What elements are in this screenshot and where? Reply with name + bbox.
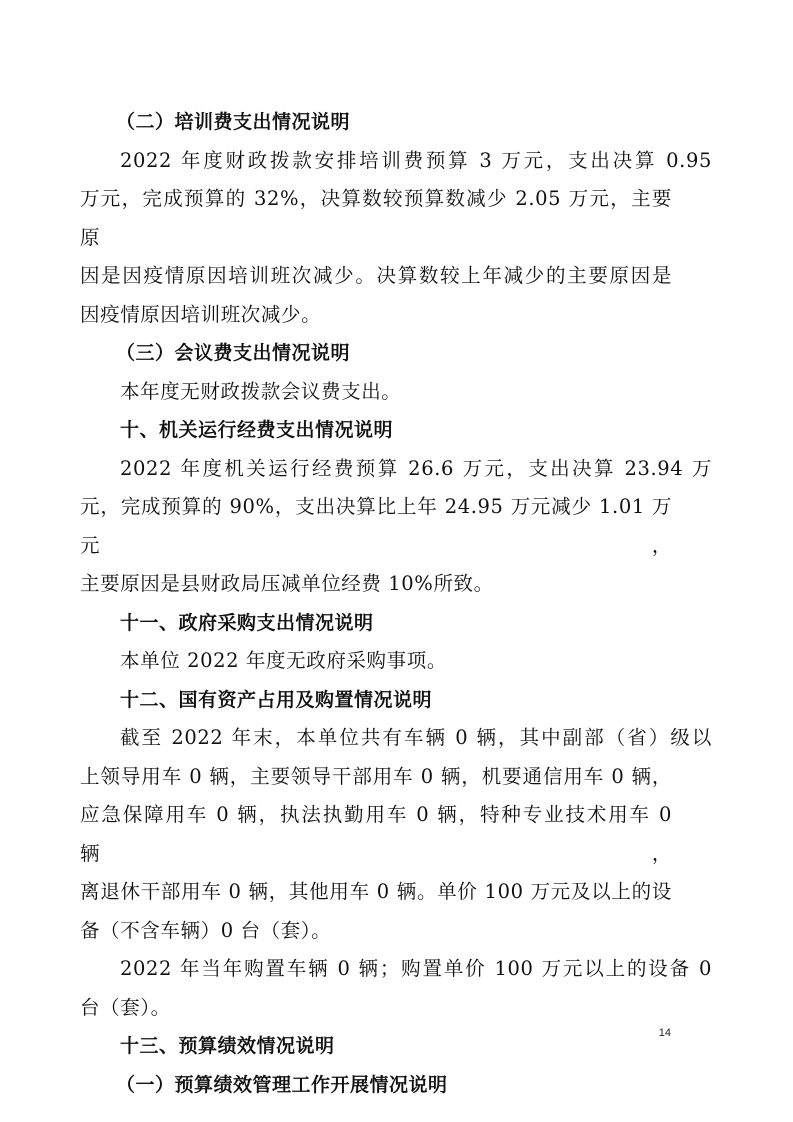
subsection-heading-performance-management: （一）预算绩效管理工作开展情况说明 <box>116 1073 448 1096</box>
paragraph-line: 备（不含车辆）0 台（套）。 <box>80 918 332 942</box>
paragraph-line: 应急保障用车 0 辆，执法执勤用车 0 辆，特种专业技术用车 0 辆， <box>80 803 672 865</box>
paragraph-line: 本年度无财政拨款会议费支出。 <box>120 379 402 403</box>
paragraph-line: 2022 年当年购置车辆 0 辆；购置单价 100 万元以上的设备 0 <box>120 957 712 980</box>
section-heading-state-assets: 十二、国有资产占用及购置情况说明 <box>120 688 433 711</box>
paragraph-line: 2022 年度财政拨款安排培训费预算 3 万元，支出决算 0.95 <box>120 148 712 172</box>
document-body <box>80 103 712 1104</box>
paragraph-line: 万元，完成预算的 32%，决算数较预算数减少 2.05 万元，主要原 <box>80 187 672 249</box>
section-heading-procurement: 十一、政府采购支出情况说明 <box>120 611 374 634</box>
paragraph-line: 上领导用车 0 辆，主要领导干部用车 0 辆，机要通信用车 0 辆， <box>80 764 672 788</box>
paragraph-line: 因是因疫情原因培训班次减少。决算数较上年减少的主要原因是 <box>80 264 672 287</box>
paragraph-line: 因疫情原因培训班次减少。 <box>80 302 322 326</box>
paragraph-line: 本单位 2022 年度无政府采购事项。 <box>120 649 447 672</box>
page-number: 14 <box>658 1027 671 1039</box>
section-heading-meeting-fee: （三）会议费支出情况说明 <box>116 342 351 364</box>
section-heading-operating-expenses: 十、机关运行经费支出情况说明 <box>120 419 394 441</box>
paragraph-line: 台（套）。 <box>80 995 171 1019</box>
paragraph-line: 元，完成预算的 90%，支出决算比上年 24.95 万元减少 1.01 万元， <box>80 495 672 557</box>
paragraph-line: 离退休干部用车 0 辆，其他用车 0 辆。单价 100 万元及以上的设 <box>80 880 672 903</box>
section-heading-performance: 十三、预算绩效情况说明 <box>120 1035 335 1057</box>
paragraph-line: 截至 2022 年末，本单位共有车辆 0 辆，其中副部（省）级以 <box>120 726 712 749</box>
paragraph-line: 主要原因是县财政局压减单位经费 10%所致。 <box>80 572 494 595</box>
section-heading-training-fee: （二）培训费支出情况说明 <box>116 111 351 133</box>
paragraph-line: 2022 年度机关运行经费预算 26.6 万元，支出决算 23.94 万 <box>120 456 712 480</box>
